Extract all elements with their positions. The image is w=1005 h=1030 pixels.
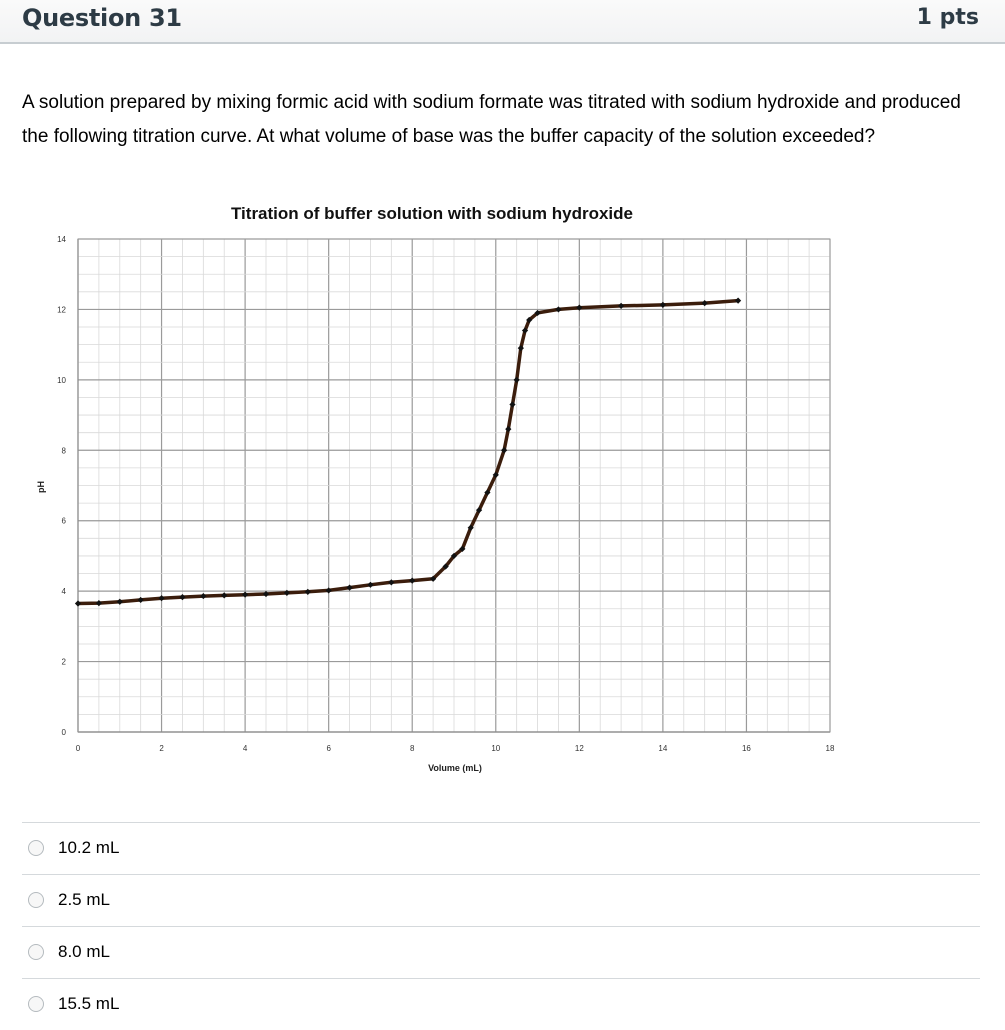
answer-label: 15.5 mL	[58, 994, 120, 1013]
x-tick-label: 8	[409, 744, 415, 753]
x-tick-label: 0	[75, 744, 81, 753]
data-point	[158, 595, 164, 601]
data-point	[200, 593, 206, 599]
answer-option-1[interactable]	[22, 822, 980, 874]
y-tick-label: 2	[61, 657, 66, 667]
data-point	[221, 592, 227, 598]
data-point	[117, 599, 123, 605]
data-point	[367, 582, 373, 588]
x-axis-label: Volume (mL)	[428, 763, 482, 773]
data-point	[305, 589, 311, 595]
radio-button[interactable]	[28, 892, 44, 908]
chart-grid	[78, 239, 830, 732]
y-tick-label: 14	[57, 235, 66, 244]
x-tick-label: 14	[658, 744, 668, 753]
y-tick-label: 12	[57, 305, 66, 315]
data-point	[735, 298, 741, 304]
question-points: 1 pts	[916, 5, 979, 30]
y-tick-label: 4	[61, 587, 66, 597]
data-point	[326, 587, 332, 593]
question-title: Question 31	[22, 4, 182, 32]
x-tick-label: 10	[491, 744, 501, 753]
x-tick-label: 18	[825, 744, 835, 753]
titration-chart-svg	[30, 195, 860, 785]
answer-list	[22, 822, 980, 1030]
answer-option-2[interactable]	[22, 874, 980, 926]
data-point	[514, 377, 520, 383]
x-tick-label: 2	[159, 744, 164, 753]
data-point	[618, 303, 624, 309]
data-point	[96, 600, 102, 606]
data-point	[660, 302, 666, 308]
answer-label: 2.5 mL	[58, 890, 110, 909]
x-tick-label: 12	[574, 744, 584, 753]
chart-series	[75, 298, 741, 607]
data-point	[242, 592, 248, 598]
titration-chart	[30, 195, 860, 785]
series-line	[78, 301, 738, 604]
data-point	[346, 585, 352, 591]
data-point	[702, 300, 708, 306]
data-point	[509, 401, 515, 407]
data-point	[409, 577, 415, 583]
answer-option-3[interactable]	[22, 926, 980, 978]
data-point	[388, 579, 394, 585]
question-text: A solution prepared by mixing formic acid with sodium formate was titrated with sodium hydroxide and produced the following titration curve. At what volume of base was the buffer capacity of the solution exceeded?	[22, 92, 961, 147]
data-point	[179, 594, 185, 600]
chart-ticks	[57, 235, 835, 753]
data-point	[75, 600, 81, 606]
y-tick-label: 10	[57, 375, 66, 385]
radio-button[interactable]	[28, 840, 44, 856]
x-tick-label: 6	[326, 744, 331, 753]
y-tick-label: 8	[61, 446, 66, 456]
y-tick-label: 0	[61, 728, 66, 737]
y-tick-label: 6	[61, 516, 66, 526]
answer-option-4[interactable]	[22, 978, 980, 1030]
data-point	[138, 597, 144, 603]
question-header	[0, 0, 1005, 44]
y-axis-label: pH	[36, 481, 46, 493]
x-tick-label: 16	[741, 744, 751, 753]
radio-button[interactable]	[28, 944, 44, 960]
data-point	[555, 306, 561, 312]
chart-title: Titration of buffer solution with sodium hydroxide	[230, 204, 634, 223]
x-tick-label: 4	[242, 744, 248, 753]
radio-button[interactable]	[28, 996, 44, 1012]
data-point	[263, 591, 269, 597]
answer-label: 10.2 mL	[58, 838, 120, 857]
answer-label: 8.0 mL	[58, 942, 110, 961]
